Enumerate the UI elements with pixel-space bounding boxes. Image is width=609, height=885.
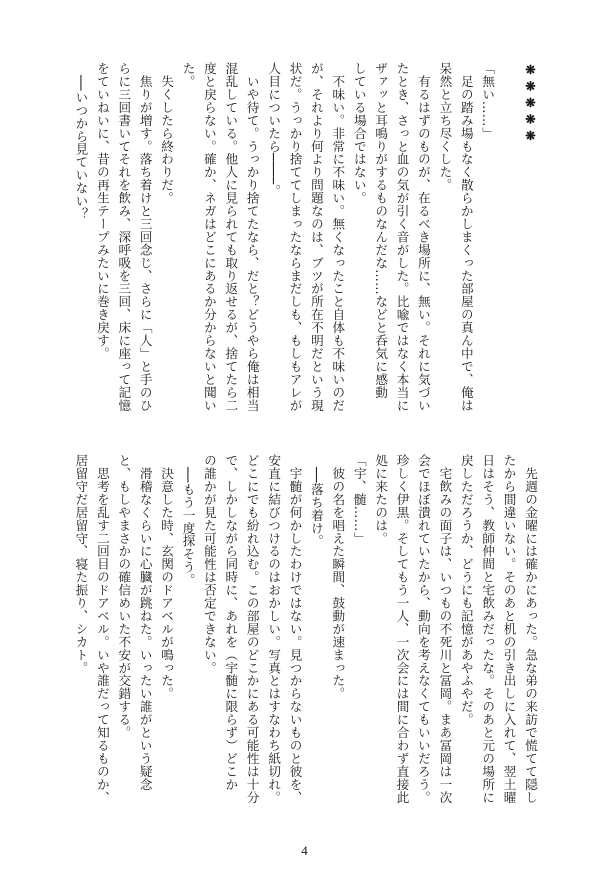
text-line: 状だ。うっかり捨ててしまったならまだしも、もしもアレが (287, 62, 303, 412)
text-line: どこにでも紛れ込む。この部屋のどこかにある可能性は十分 (244, 454, 260, 804)
section-separator: ❋❋❋❋❋ (523, 62, 538, 145)
text-line: 彼の名を唱えた瞬間、鼓動が速まった。 (330, 454, 346, 701)
text-line: と、もしやまさかの確信めいた不安が交錯する。 (116, 454, 132, 739)
upper-text-block (70, 62, 541, 434)
text-line: ──落ち着け。 (308, 454, 324, 548)
text-line: 日はそう、教師仲間と宅飲みだったな。そのあと元の場所に (480, 454, 496, 804)
text-line (498, 62, 519, 434)
text-line: が、それより何より問題なのは、ブツが所在不明だという現 (308, 62, 324, 412)
text-line: ザァッと耳鳴りがするものなんだな……などと呑気に感動 (373, 62, 389, 399)
page-number: 4 (301, 843, 308, 858)
text-line: 戻しただろうか、どうにも記憶があやふやだ。 (458, 454, 474, 726)
text-line: らに三回書いてそれを飲み、深呼吸を三回、床に座って記憶 (116, 62, 132, 412)
text-line: 決意した時、玄関のドアベルが鳴った。 (159, 454, 175, 701)
text-line: 人目についたら────。 (266, 62, 282, 198)
text-line: 度と戻らない。確か、ネガはどこにあるか分からないと聞い (201, 62, 217, 412)
text-line: 焦りが増す。落ち着けと三回念じ、さらに「人」と手のひ (137, 62, 153, 412)
text-line: いや待て。うっかり捨てたなら、だと？どうやら俺は相当 (244, 62, 260, 412)
text-line: 足の踏み場もなく散らかしまくった部屋の真ん中で、俺は (458, 62, 474, 412)
text-line: 有るはずのものが、在るべき場所に、無い。それに気づい (415, 62, 431, 412)
text-line: 先週の金曜には確かにあった。急な弟の来訪で慌てて隠し (523, 454, 538, 804)
text-line: た。 (180, 62, 196, 88)
text-line: 宇髄が何かしたわけではない。見つからないものと彼を、 (287, 454, 303, 804)
text-line: 呆然と立ち尽くした。 (437, 62, 453, 192)
text-line: 珍しく伊黒。そしてもう一人、一次会には間に合わず直接此 (394, 454, 410, 804)
text-line: 思考を乱す二回目のドアベル。いや誰だって知るものか、 (94, 454, 110, 804)
text-line: たから間違いない。そのあと机の引き出しに入れて、翌土曜 (501, 454, 517, 804)
text-line: 宅飲みの面子は、いつもの不死川と冨岡。まあ冨岡は一次 (437, 454, 453, 804)
text-line: 会でほぼ潰れていたから、動向を考えなくてもいいだろう。 (415, 454, 431, 804)
text-line: をていねいに、昔の再生テープみたいに巻き戻す。 (94, 62, 110, 360)
text-line: 混乱している。他人に見られても取り返せるが、捨てたら二 (223, 62, 239, 412)
text-line: ──もう一度探そう。 (180, 454, 196, 587)
text-line: ──いつから見ていない？ (73, 62, 89, 221)
text-line: 不味い。非常に不味い。無くなったこと自体も不味いのだ (330, 62, 346, 412)
text-line: の誰かが見た可能性は否定できない。 (201, 454, 217, 675)
lower-text-block (70, 454, 541, 826)
text-line: 「宇、髄……」 (351, 454, 367, 545)
text-line: 失くしたら終わりだ。 (159, 62, 175, 205)
text-line: 居留守だ居留守、寝た振り、シカト。 (73, 454, 89, 675)
text-line: 滑稽なくらいに心臓が跳ねた。いったい誰がという疑念 (137, 454, 153, 791)
text-line: たとき、さっと血の気が引く音がした。比喩ではなく本当に (394, 62, 410, 412)
text-line: している場合ではない。 (351, 62, 367, 205)
text-line: 安直に結びつけるのはおかしい。写真とはすなわち紙切れ。 (266, 454, 282, 804)
text-line: 処に来たのは。 (373, 454, 389, 545)
text-line: 「無い……」 (480, 62, 496, 140)
text-line: で、しかしながら同時に、あれを（宇髄に限らず）どこか (223, 454, 239, 791)
